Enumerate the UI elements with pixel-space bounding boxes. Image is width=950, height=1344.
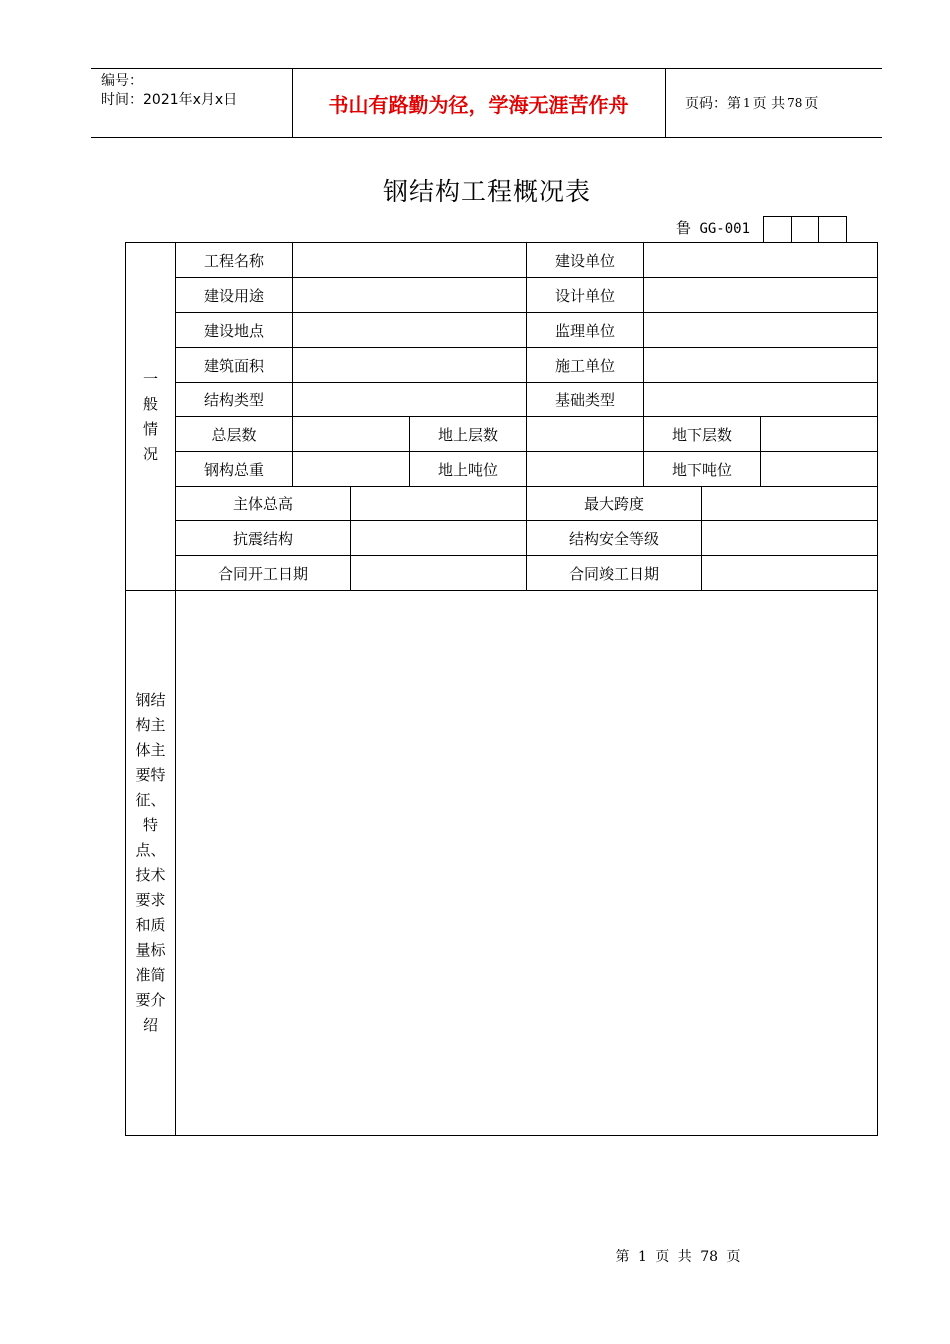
label-usage: 建设用途 [203,286,264,305]
field-main-features[interactable] [176,591,877,1135]
field-total-floors[interactable] [293,417,409,451]
header-page-number: 页码：第 1 页 共 78 页 [685,96,819,112]
label-steel-weight: 钢构总重 [203,460,264,479]
overview-table [125,242,878,1136]
field-area[interactable] [293,348,526,382]
field-client[interactable] [644,243,877,277]
field-contractor[interactable] [644,348,877,382]
label-below-tonnage: 地下吨位 [671,460,732,479]
label-contractor: 施工单位 [554,356,615,375]
field-supervisor[interactable] [644,313,877,347]
label-supervisor: 监理单位 [554,321,615,340]
field-start-date[interactable] [351,556,526,590]
field-above-floors[interactable] [527,417,643,451]
field-below-tonnage[interactable] [761,452,877,486]
label-main-height: 主体总高 [232,495,293,513]
field-max-span[interactable] [702,487,877,520]
field-location[interactable] [293,313,526,347]
form-title: 钢结构工程概况表 [382,177,591,206]
label-area: 建筑面积 [203,356,264,375]
header-motto: 书山有路勤为径，学海无涯苦作舟 [328,92,629,117]
field-structure-type[interactable] [293,383,526,416]
serial-label: 编号： [101,73,143,89]
page-footer: 第 1 页 共 78 页 [615,1249,741,1265]
field-main-height[interactable] [351,487,526,520]
label-below-floors: 地下层数 [671,425,732,444]
field-below-floors[interactable] [761,417,877,451]
field-designer[interactable] [644,278,877,312]
field-steel-weight[interactable] [293,452,409,486]
label-completion-date: 合同竣工日期 [568,564,659,583]
date-label: 时间：2021年x月x日 [101,92,238,108]
field-project-name[interactable] [293,243,526,277]
label-start-date: 合同开工日期 [217,564,308,583]
label-client: 建设单位 [554,251,615,270]
label-designer: 设计单位 [554,286,615,305]
section-features-label: 钢结 构主 体主 要特 征、 特 点、 技术 要求 和质 量标 准简 要介 绍 [135,691,166,1034]
page-header [91,68,882,138]
form-code: 鲁 GG-001 [676,219,751,237]
field-safety-grade[interactable] [702,521,877,555]
label-safety-grade: 结构安全等级 [568,529,659,548]
label-structure-type: 结构类型 [203,391,264,409]
code-box[interactable] [791,217,819,242]
field-foundation-type[interactable] [644,383,877,416]
label-total-floors: 总层数 [211,425,257,444]
header-meta [101,72,237,110]
label-above-tonnage: 地上吨位 [437,460,498,479]
label-above-floors: 地上层数 [437,425,498,444]
field-seismic[interactable] [351,521,526,555]
label-project-name: 工程名称 [203,251,264,270]
section-general-label: 一 般 情 况 [142,369,158,463]
code-boxes[interactable] [763,216,847,242]
label-seismic: 抗震结构 [232,529,293,548]
field-completion-date[interactable] [702,556,877,590]
code-box[interactable] [764,217,791,242]
code-box[interactable] [818,217,846,242]
field-above-tonnage[interactable] [527,452,643,486]
field-usage[interactable] [293,278,526,312]
header-divider [665,69,666,137]
label-location: 建设地点 [203,321,264,340]
label-max-span: 最大跨度 [583,495,644,513]
label-foundation-type: 基础类型 [554,391,615,409]
